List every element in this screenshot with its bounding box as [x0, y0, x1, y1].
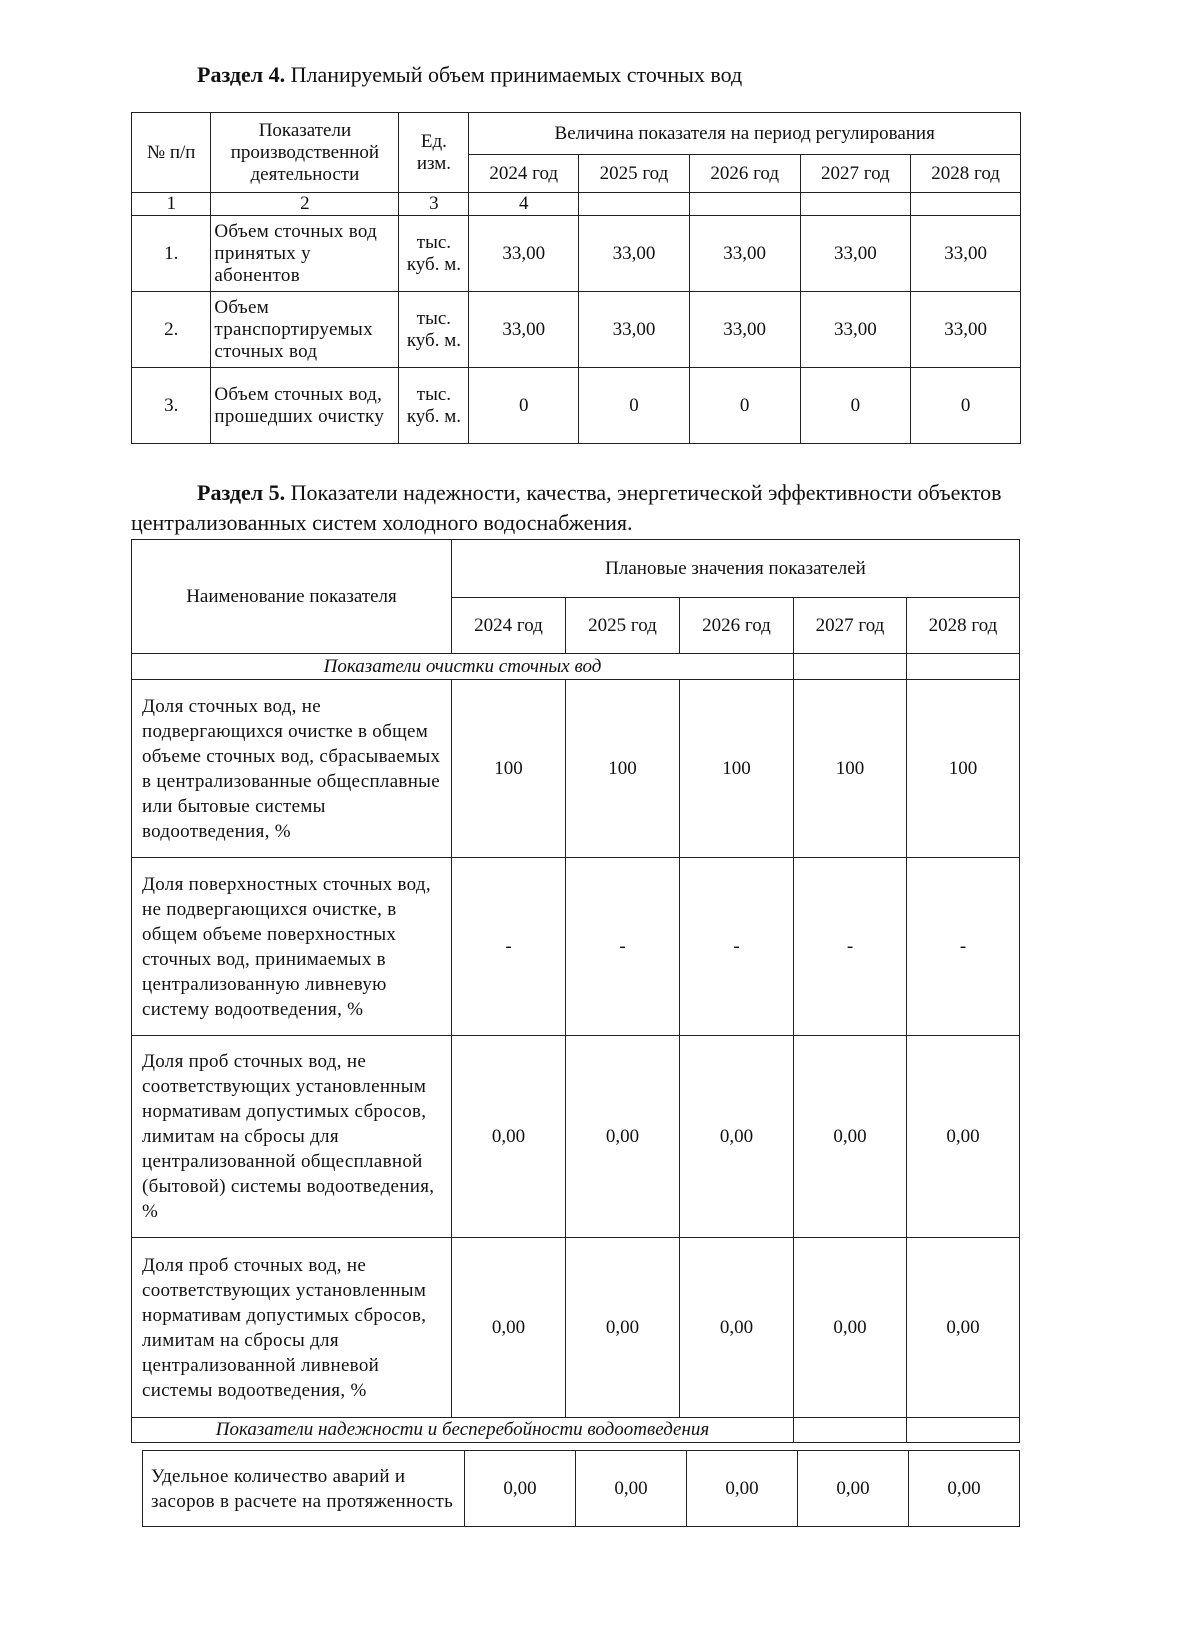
section5-title-number: Раздел 5. [197, 480, 286, 505]
header-unit: Ед. изм. [399, 113, 469, 193]
row-value: 0 [800, 368, 911, 444]
row-value: 0,00 [907, 1238, 1020, 1418]
row-label: Доля проб сточных вод, не соответствующих установленным нормативам допустимых сбросов, лимитам на сбросы для централизованной общесплавной (бытовой) системы водоотведения, % [132, 1036, 452, 1238]
row-value: 0,00 [794, 1238, 907, 1418]
row-value: 0,00 [576, 1451, 687, 1527]
row-value: 0 [469, 368, 579, 444]
row-value: 0 [689, 368, 800, 444]
section4-title-text: Планируемый объем принимаемых сточных вод [285, 62, 743, 87]
table-row [132, 1238, 1020, 1418]
row-value: 33,00 [800, 216, 911, 292]
row-unit: тыс. куб. м. [399, 216, 469, 292]
row-value: 0,00 [907, 1036, 1020, 1238]
row-label: Доля проб сточных вод, не соответствующих установленным нормативам допустимых сбросов, лимитам на сбросы для централизованной ливневой системы водоотведения, % [132, 1238, 452, 1418]
header-num: № п/п [132, 113, 211, 193]
section4-title [197, 60, 742, 90]
header-indicator: Показатели производственной деятельности [211, 113, 399, 193]
header-name: Наименование показателя [132, 540, 452, 654]
row-num: 3. [132, 368, 211, 444]
header-year: 2024 год [452, 598, 566, 654]
row-value: - [907, 858, 1020, 1036]
table-row [132, 292, 1021, 368]
row-label: Объем транспортируемых сточных вод [211, 292, 399, 368]
section5-title-line2: централизованных систем холодного водоснабжения. [131, 510, 633, 535]
row-value: - [794, 858, 907, 1036]
row-label: Удельное количество аварий и засоров в расчете на протяженность [143, 1451, 465, 1527]
header-year: 2026 год [680, 598, 794, 654]
group-heading-row [132, 1418, 1020, 1443]
section4-title-number: Раздел 4. [197, 62, 286, 87]
row-value: 100 [566, 680, 680, 858]
header-year: 2028 год [907, 598, 1020, 654]
row-value: 0,00 [452, 1036, 566, 1238]
row-label: Объем сточных вод, прошедших очистку [211, 368, 399, 444]
table-row [132, 368, 1021, 444]
header-period: Величина показателя на период регулирования [469, 113, 1021, 155]
section5-title [197, 478, 1002, 508]
row-value: - [680, 858, 794, 1036]
header-year: 2025 год [579, 155, 690, 193]
group-heading: Показатели очистки сточных вод [132, 654, 794, 680]
row-value: 0,00 [566, 1036, 680, 1238]
row-label: Объем сточных вод принятых у абонентов [211, 216, 399, 292]
row-value: 100 [452, 680, 566, 858]
row-value: 0,00 [465, 1451, 576, 1527]
row-value: 0 [911, 368, 1021, 444]
header-year: 2027 год [800, 155, 911, 193]
row-label: Доля поверхностных сточных вод, не подвергающихся очистке, в общем объеме поверхностных сточных вод, принимаемых в централизованную ливневую систему водоотведения, % [132, 858, 452, 1036]
index-cell [800, 193, 911, 216]
index-cell: 1 [132, 193, 211, 216]
row-value: 33,00 [911, 216, 1021, 292]
row-value: 100 [794, 680, 907, 858]
row-label: Доля сточных вод, не подвергающихся очистке в общем объеме сточных вод, сбрасываемых в централизованные общесплавные или бытовые системы водоотведения, % [132, 680, 452, 858]
row-value: 33,00 [469, 216, 579, 292]
row-num: 2. [132, 292, 211, 368]
row-value: 0 [579, 368, 690, 444]
header-year: 2027 год [794, 598, 907, 654]
group-heading: Показатели надежности и бесперебойности водоотведения [132, 1418, 794, 1443]
row-num: 1. [132, 216, 211, 292]
section5-table [131, 539, 1020, 1443]
row-value: 0,00 [687, 1451, 798, 1527]
table-row [132, 1036, 1020, 1238]
section5-table-continued [142, 1450, 1020, 1527]
index-cell: 3 [399, 193, 469, 216]
table-row [132, 858, 1020, 1036]
row-value: 100 [907, 680, 1020, 858]
header-year: 2025 год [566, 598, 680, 654]
section4-table [131, 112, 1021, 444]
index-cell [689, 193, 800, 216]
header-year: 2028 год [911, 155, 1021, 193]
row-value: 0,00 [798, 1451, 909, 1527]
row-value: 33,00 [689, 216, 800, 292]
row-value: 33,00 [800, 292, 911, 368]
row-value: 33,00 [689, 292, 800, 368]
row-value: 100 [680, 680, 794, 858]
section5-title-text: Показатели надежности, качества, энергетической эффективности объектов [285, 480, 1002, 505]
row-value: 0,00 [680, 1036, 794, 1238]
group-heading-row [132, 654, 1020, 680]
table-row [132, 216, 1021, 292]
row-value: 0,00 [680, 1238, 794, 1418]
index-cell: 2 [211, 193, 399, 216]
row-value: 0,00 [794, 1036, 907, 1238]
index-cell [579, 193, 690, 216]
header-year: 2026 год [689, 155, 800, 193]
index-row [132, 193, 1021, 216]
row-value: - [566, 858, 680, 1036]
row-unit: тыс. куб. м. [399, 292, 469, 368]
row-value: 0,00 [909, 1451, 1020, 1527]
header-planned: Плановые значения показателей [452, 540, 1020, 598]
header-year: 2024 год [469, 155, 579, 193]
index-cell: 4 [469, 193, 579, 216]
index-cell [911, 193, 1021, 216]
row-value: - [452, 858, 566, 1036]
row-value: 0,00 [566, 1238, 680, 1418]
row-value: 33,00 [579, 292, 690, 368]
table-row [143, 1451, 1020, 1527]
row-value: 33,00 [911, 292, 1021, 368]
row-value: 33,00 [579, 216, 690, 292]
row-value: 0,00 [452, 1238, 566, 1418]
row-value: 33,00 [469, 292, 579, 368]
row-unit: тыс. куб. м. [399, 368, 469, 444]
table-row [132, 680, 1020, 858]
